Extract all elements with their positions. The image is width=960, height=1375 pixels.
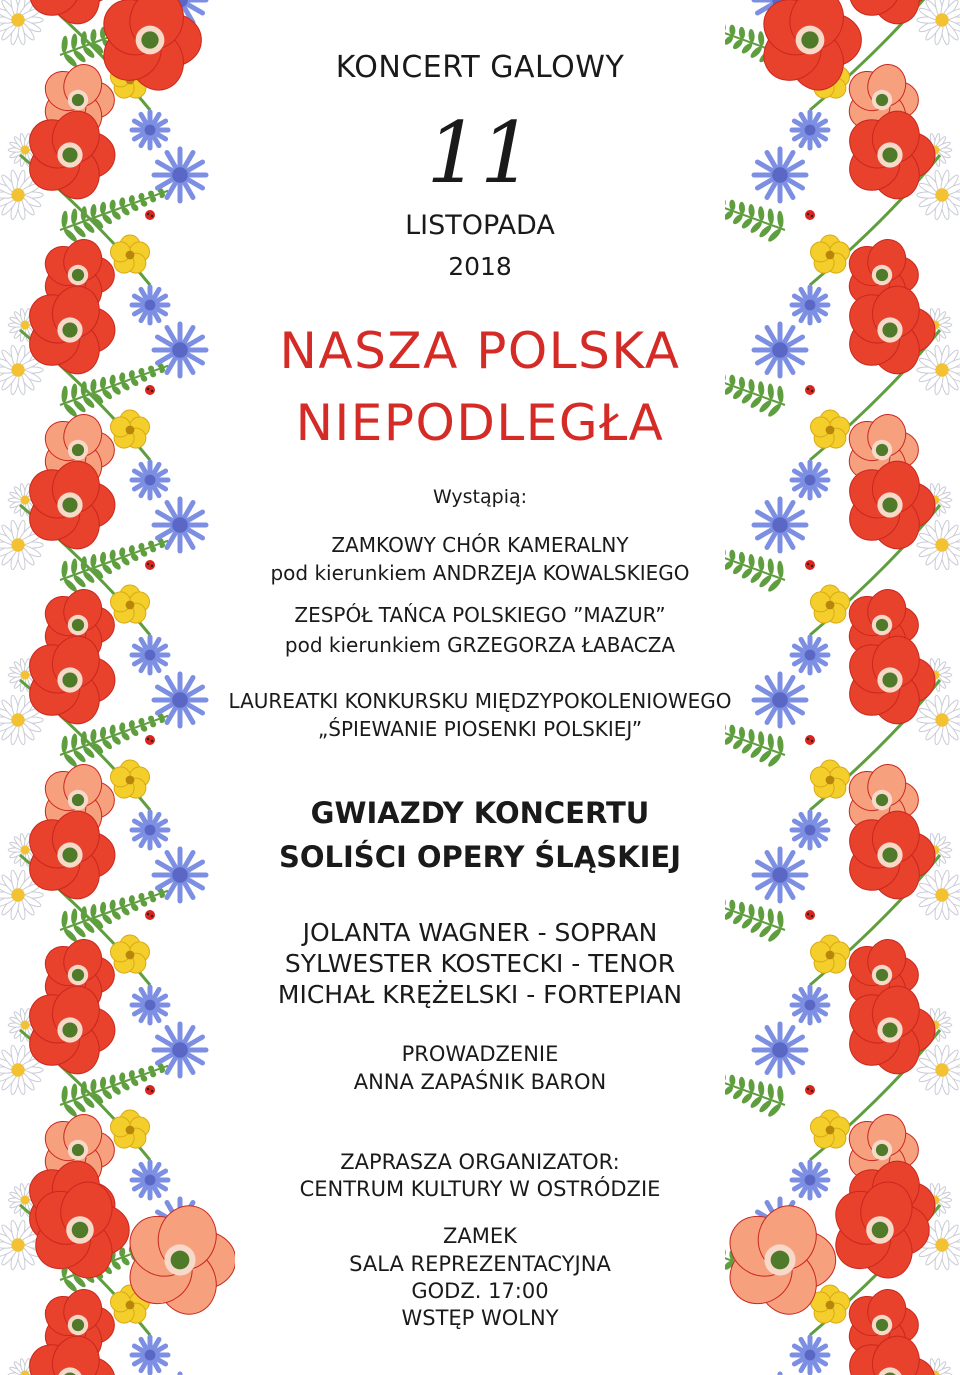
event-month: LISTOPADA [405,210,555,241]
soloist-1: JOLANTA WAGNER - SOPRAN [302,918,658,947]
choir-director: pod kierunkiem ANDRZEJA KOWALSKIEGO [270,561,690,585]
host-name: ANNA ZAPAŚNIK BARON [353,1070,607,1094]
performers-intro: Wystąpią: [432,486,528,508]
stars-heading: GWIAZDY KONCERTU [310,796,650,830]
venue-time: GODZ. 17:00 [411,1279,549,1303]
host-label: PROWADZENIE [401,1042,559,1066]
event-day: 11 [426,104,534,202]
soloist-3: MICHAŁ KRĘŻELSKI - FORTEPIAN [277,980,683,1009]
event-label: KONCERT GALOWY [335,50,625,85]
organizer-label: ZAPRASZA ORGANIZATOR: [340,1150,620,1174]
laureates-line-1: LAUREATKI KONKURSKU MIĘDZYPOKOLENIOWEGO [228,689,732,713]
soloist-2: SYLWESTER KOSTECKI - TENOR [284,949,676,978]
laureates-line-2: „ŚPIEWANIE PIOSENKI POLSKIEJ” [317,717,643,741]
choir-name: ZAMKOWY CHÓR KAMERALNY [331,533,629,557]
venue-entry: WSTĘP WOLNY [401,1306,559,1330]
concert-title-line-2: NIEPODLEGŁA [295,394,665,452]
stars-subheading: SOLIŚCI OPERY ŚLĄSKIEJ [279,840,681,874]
venue-hall: SALA REPREZENTACYJNA [349,1252,611,1276]
organizer-name: CENTRUM KULTURY W OSTRÓDZIE [299,1177,661,1201]
event-year: 2018 [448,252,512,281]
concert-title-line-1: NASZA POLSKA [279,322,681,380]
dance-ensemble-name: ZESPÓŁ TAŃCA POLSKIEGO ”MAZUR” [294,603,666,627]
venue-place: ZAMEK [443,1224,517,1248]
dance-ensemble-director: pod kierunkiem GRZEGORZA ŁABACZA [284,633,676,657]
